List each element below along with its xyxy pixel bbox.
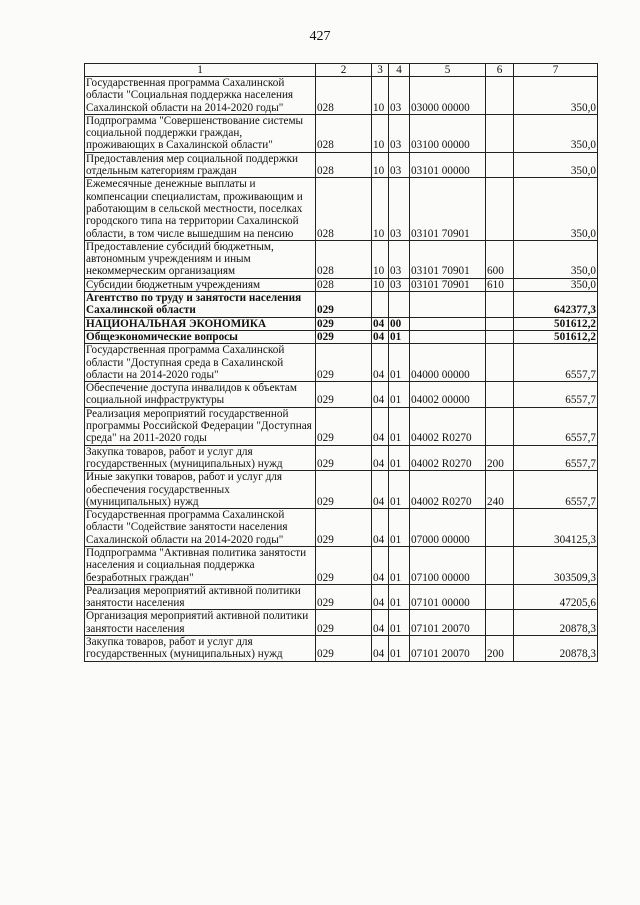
row-expense-type (486, 407, 514, 445)
row-section-code: 10 (372, 77, 389, 115)
row-subsection-code: 03 (389, 178, 410, 240)
row-expense-type (486, 152, 514, 178)
row-name: Иные закупки товаров, работ и услуг для обеспечения государственных (муниципальных) нужд (85, 471, 316, 509)
column-header: 6 (486, 64, 514, 77)
row-subsection-code: 01 (389, 445, 410, 471)
row-target-code: 03000 00000 (410, 77, 486, 115)
row-target-code (410, 292, 486, 318)
row-target-code: 07101 20070 (410, 610, 486, 636)
row-subsection-code: 01 (389, 584, 410, 610)
row-section-code (372, 292, 389, 318)
row-target-code: 07101 00000 (410, 584, 486, 610)
row-ministry-code: 029 (316, 610, 372, 636)
row-expense-type (486, 382, 514, 408)
row-name: Государственная программа Сахалинской области "Социальная поддержка населения Сахалинской области на 2014-2020 годы" (85, 77, 316, 115)
row-name: Государственная программа Сахалинской области "Содействие занятости населения Сахалинской области на 2014-2020 годы" (85, 509, 316, 547)
row-amount: 350,0 (514, 114, 598, 152)
budget-table (84, 63, 598, 662)
row-expense-type (486, 114, 514, 152)
table-row (85, 584, 598, 610)
row-expense-type (486, 610, 514, 636)
row-target-code: 07100 00000 (410, 546, 486, 584)
row-amount: 350,0 (514, 77, 598, 115)
row-ministry-code: 028 (316, 278, 372, 291)
row-amount: 501612,2 (514, 330, 598, 343)
row-amount: 6557,7 (514, 471, 598, 509)
column-header: 7 (514, 64, 598, 77)
row-amount: 642377,3 (514, 292, 598, 318)
row-name: Общеэкономические вопросы (85, 330, 316, 343)
row-subsection-code: 01 (389, 344, 410, 382)
row-name: Ежемесячные денежные выплаты и компенсации специалистам, проживающим и работающим в сельской местности, поселках городского типа на территории Сахалинской области, в том числе вышедшим на пенсию (85, 178, 316, 240)
table-row (85, 471, 598, 509)
row-ministry-code: 028 (316, 152, 372, 178)
row-expense-type: 200 (486, 636, 514, 662)
table-row (85, 382, 598, 408)
row-ministry-code: 028 (316, 178, 372, 240)
row-section-code: 04 (372, 317, 389, 330)
row-section-code: 04 (372, 344, 389, 382)
row-expense-type (486, 292, 514, 318)
row-section-code: 04 (372, 509, 389, 547)
row-section-code: 10 (372, 240, 389, 278)
row-expense-type (486, 77, 514, 115)
row-subsection-code (389, 292, 410, 318)
row-amount: 303509,3 (514, 546, 598, 584)
row-name: Реализация мероприятий государственной программы Российской Федерации "Доступная среда" на 2011-2020 годы (85, 407, 316, 445)
row-ministry-code: 029 (316, 584, 372, 610)
row-amount: 6557,7 (514, 382, 598, 408)
table-row (85, 407, 598, 445)
row-amount: 350,0 (514, 152, 598, 178)
row-subsection-code: 01 (389, 407, 410, 445)
row-amount: 20878,3 (514, 636, 598, 662)
row-target-code: 03101 70901 (410, 278, 486, 291)
row-section-code: 10 (372, 178, 389, 240)
row-amount: 350,0 (514, 178, 598, 240)
row-target-code: 03100 00000 (410, 114, 486, 152)
column-header: 1 (85, 64, 316, 77)
row-section-code: 10 (372, 152, 389, 178)
row-amount: 20878,3 (514, 610, 598, 636)
row-section-code: 04 (372, 407, 389, 445)
row-name: Субсидии бюджетным учреждениям (85, 278, 316, 291)
row-subsection-code: 01 (389, 382, 410, 408)
row-name: Подпрограмма "Совершенствование системы социальной поддержки граждан, проживающих в Сахалинской области" (85, 114, 316, 152)
column-header: 2 (316, 64, 372, 77)
row-section-code: 10 (372, 278, 389, 291)
row-expense-type (486, 344, 514, 382)
row-name: Закупка товаров, работ и услуг для государственных (муниципальных) нужд (85, 445, 316, 471)
column-header: 4 (389, 64, 410, 77)
row-subsection-code: 01 (389, 546, 410, 584)
row-amount: 6557,7 (514, 344, 598, 382)
table-row (85, 330, 598, 343)
page-number: 427 (309, 29, 331, 44)
row-name: Предоставления мер социальной поддержки отдельным категориям граждан (85, 152, 316, 178)
row-amount: 6557,7 (514, 407, 598, 445)
row-expense-type (486, 509, 514, 547)
row-expense-type: 240 (486, 471, 514, 509)
row-expense-type (486, 317, 514, 330)
row-target-code: 04002 R0270 (410, 445, 486, 471)
row-ministry-code: 029 (316, 546, 372, 584)
row-expense-type: 200 (486, 445, 514, 471)
table-row (85, 178, 598, 240)
row-ministry-code: 029 (316, 445, 372, 471)
row-target-code: 07101 20070 (410, 636, 486, 662)
row-name: Реализация мероприятий активной политики занятости населения (85, 584, 316, 610)
row-expense-type: 610 (486, 278, 514, 291)
row-ministry-code: 029 (316, 292, 372, 318)
column-header: 5 (410, 64, 486, 77)
row-subsection-code: 01 (389, 471, 410, 509)
row-amount: 6557,7 (514, 445, 598, 471)
table-row (85, 445, 598, 471)
row-ministry-code: 029 (316, 471, 372, 509)
column-header: 3 (372, 64, 389, 77)
row-target-code: 04002 R0270 (410, 471, 486, 509)
row-section-code: 04 (372, 610, 389, 636)
row-section-code: 04 (372, 330, 389, 343)
row-expense-type (486, 584, 514, 610)
row-name: Агентство по труду и занятости населения Сахалинской области (85, 292, 316, 318)
row-name: Организация мероприятий активной политики занятости населения (85, 610, 316, 636)
table-body (85, 77, 598, 662)
row-expense-type (486, 330, 514, 343)
table-row (85, 317, 598, 330)
row-ministry-code: 028 (316, 240, 372, 278)
row-section-code: 04 (372, 471, 389, 509)
table-row (85, 114, 598, 152)
row-ministry-code: 029 (316, 382, 372, 408)
table-row (85, 278, 598, 291)
row-subsection-code: 00 (389, 317, 410, 330)
table-row (85, 546, 598, 584)
table-row (85, 610, 598, 636)
row-section-code: 04 (372, 636, 389, 662)
row-target-code: 04000 00000 (410, 344, 486, 382)
row-name: Подпрограмма "Активная политика занятости населения и социальная поддержка безработных граждан" (85, 546, 316, 584)
table-row (85, 240, 598, 278)
row-subsection-code: 03 (389, 240, 410, 278)
row-section-code: 10 (372, 114, 389, 152)
row-subsection-code: 03 (389, 77, 410, 115)
row-expense-type (486, 546, 514, 584)
table-row (85, 636, 598, 662)
row-target-code: 03101 00000 (410, 152, 486, 178)
row-amount: 350,0 (514, 278, 598, 291)
row-ministry-code: 029 (316, 509, 372, 547)
row-expense-type (486, 178, 514, 240)
row-subsection-code: 03 (389, 152, 410, 178)
table-row (85, 77, 598, 115)
table-header-row (85, 64, 598, 77)
row-target-code: 04002 R0270 (410, 407, 486, 445)
row-name: НАЦИОНАЛЬНАЯ ЭКОНОМИКА (85, 317, 316, 330)
row-section-code: 04 (372, 546, 389, 584)
row-subsection-code: 01 (389, 636, 410, 662)
row-ministry-code: 029 (316, 407, 372, 445)
row-section-code: 04 (372, 445, 389, 471)
row-target-code: 03101 70901 (410, 178, 486, 240)
row-subsection-code: 01 (389, 509, 410, 547)
table-row (85, 509, 598, 547)
row-target-code (410, 317, 486, 330)
row-subsection-code: 01 (389, 610, 410, 636)
row-amount: 350,0 (514, 240, 598, 278)
row-amount: 47205,6 (514, 584, 598, 610)
row-amount: 501612,2 (514, 317, 598, 330)
row-subsection-code: 01 (389, 330, 410, 343)
row-ministry-code: 028 (316, 114, 372, 152)
row-ministry-code: 028 (316, 77, 372, 115)
table-row (85, 152, 598, 178)
row-target-code (410, 330, 486, 343)
row-name: Обеспечение доступа инвалидов к объектам социальной инфраструктуры (85, 382, 316, 408)
row-name: Закупка товаров, работ и услуг для государственных (муниципальных) нужд (85, 636, 316, 662)
row-section-code: 04 (372, 382, 389, 408)
table-row (85, 344, 598, 382)
row-amount: 304125,3 (514, 509, 598, 547)
row-subsection-code: 03 (389, 114, 410, 152)
table-row (85, 292, 598, 318)
row-target-code: 03101 70901 (410, 240, 486, 278)
row-ministry-code: 029 (316, 636, 372, 662)
row-target-code: 07000 00000 (410, 509, 486, 547)
row-ministry-code: 029 (316, 330, 372, 343)
row-name: Государственная программа Сахалинской области "Доступная среда в Сахалинской области на 2014-2020 годы" (85, 344, 316, 382)
row-ministry-code: 029 (316, 317, 372, 330)
row-target-code: 04002 00000 (410, 382, 486, 408)
row-expense-type: 600 (486, 240, 514, 278)
row-ministry-code: 029 (316, 344, 372, 382)
row-name: Предоставление субсидий бюджетным, автономным учреждениям и иным некоммерческим организациям (85, 240, 316, 278)
row-section-code: 04 (372, 584, 389, 610)
row-subsection-code: 03 (389, 278, 410, 291)
